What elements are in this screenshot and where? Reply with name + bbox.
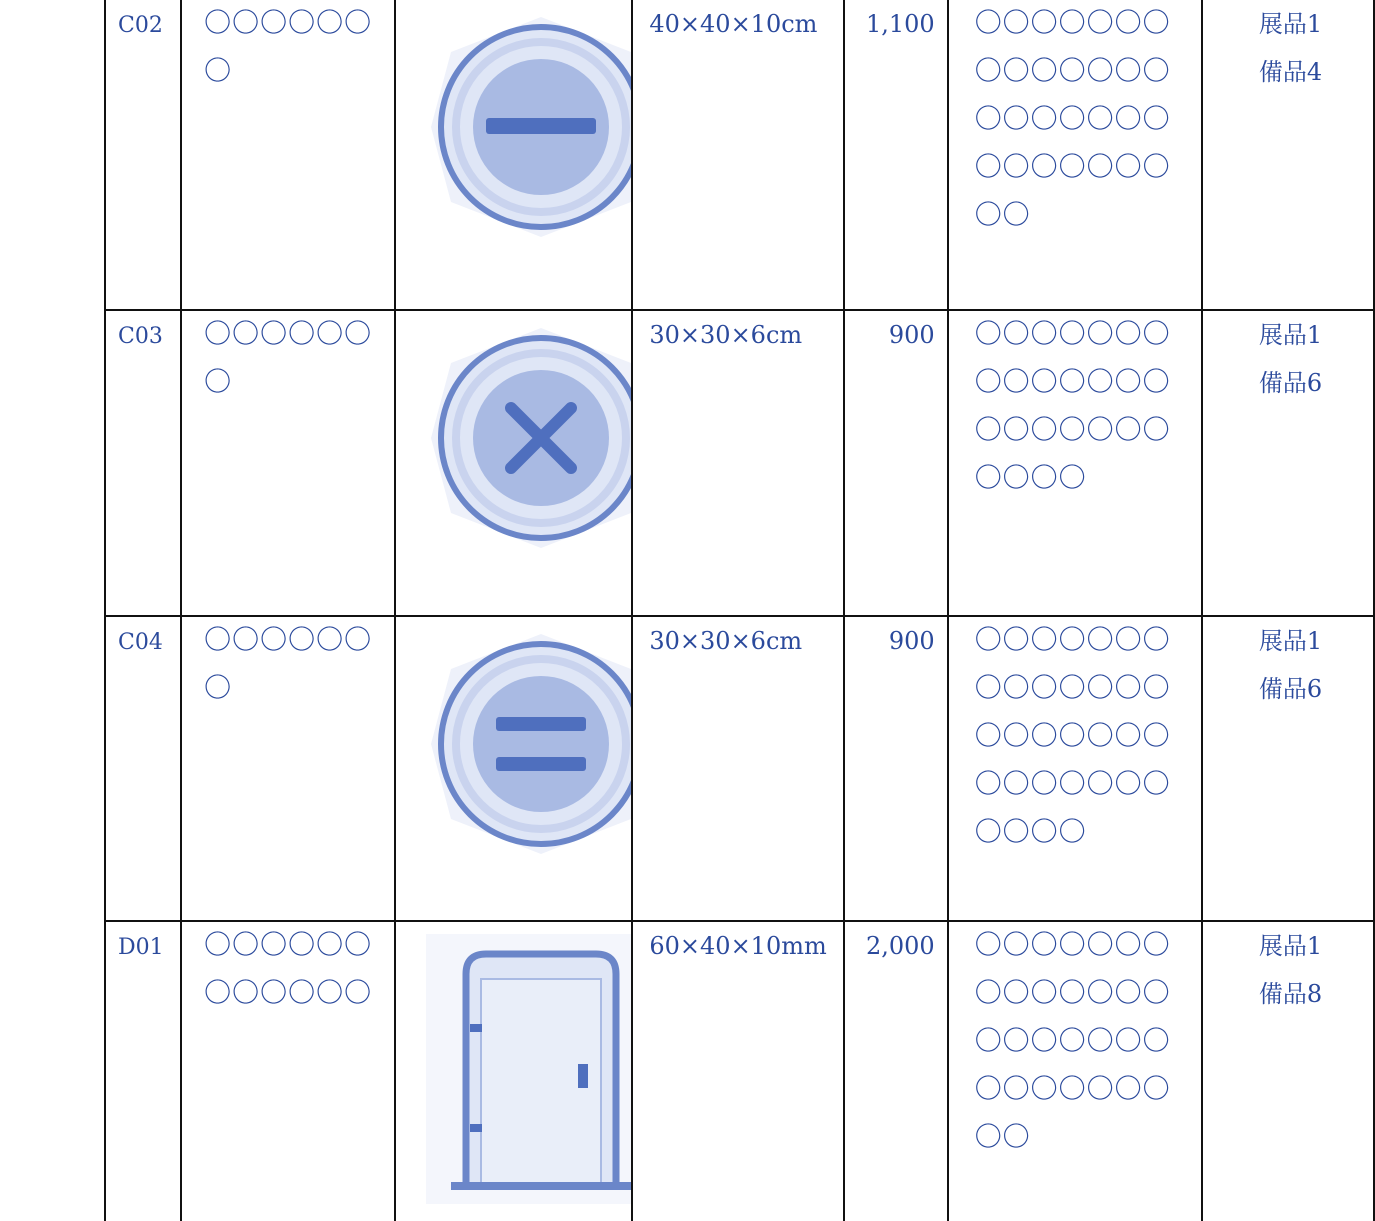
- item-code-cell: [105, 310, 181, 616]
- item-desc-cell: [948, 0, 1202, 310]
- item-qty-cell: [1202, 310, 1374, 616]
- item-desc-cell: [948, 921, 1202, 1221]
- sign-x-icon: [426, 323, 632, 553]
- item-code: C04: [118, 630, 163, 655]
- item-price-cell: [844, 921, 947, 1221]
- item-name: 〇〇〇〇〇〇〇〇〇〇〇〇: [204, 930, 373, 1009]
- item-image-cell: [395, 616, 632, 921]
- item-size: 40×40×10cm: [649, 10, 818, 38]
- item-code-cell: [105, 0, 181, 310]
- item-size-cell: [632, 921, 844, 1221]
- item-price: 2,000: [865, 932, 935, 960]
- sign-minus-icon: [426, 12, 632, 242]
- item-qty-cell: [1202, 0, 1374, 310]
- item-name-cell: [181, 921, 395, 1221]
- item-name: 〇〇〇〇〇〇〇: [204, 625, 373, 704]
- item-price: 900: [888, 627, 935, 655]
- item-price-cell: [844, 616, 947, 921]
- item-name-cell: [181, 0, 395, 310]
- item-code-cell: [105, 921, 181, 1221]
- item-size: 30×30×6cm: [649, 627, 803, 655]
- item-image-cell: [395, 921, 632, 1221]
- item-description: 〇〇〇〇〇〇〇〇〇〇〇〇〇〇〇〇〇〇〇〇〇〇〇〇〇〇〇〇〇〇: [974, 8, 1171, 231]
- door-icon: [426, 934, 632, 1204]
- item-size-cell: [632, 310, 844, 616]
- display-qty: 展品1: [1258, 932, 1323, 960]
- item-description: 〇〇〇〇〇〇〇〇〇〇〇〇〇〇〇〇〇〇〇〇〇〇〇〇〇〇〇〇〇〇〇〇: [974, 625, 1171, 848]
- item-desc-cell: [948, 310, 1202, 616]
- item-name: 〇〇〇〇〇〇〇: [204, 8, 373, 87]
- spare-qty: 備品6: [1258, 675, 1323, 703]
- item-image-cell: [395, 310, 632, 616]
- item-description: 〇〇〇〇〇〇〇〇〇〇〇〇〇〇〇〇〇〇〇〇〇〇〇〇〇〇〇〇〇〇: [974, 930, 1171, 1153]
- spare-qty: 備品8: [1258, 980, 1323, 1008]
- item-price-cell: [844, 0, 947, 310]
- item-image-cell: [395, 0, 632, 310]
- item-size: 60×40×10mm: [649, 932, 827, 960]
- spare-qty: 備品4: [1258, 58, 1323, 86]
- product-table: [104, 0, 1375, 1221]
- item-code: C02: [118, 13, 163, 38]
- display-qty: 展品1: [1258, 10, 1323, 38]
- table-row: [105, 310, 1374, 616]
- item-name: 〇〇〇〇〇〇〇: [204, 319, 373, 398]
- item-code-cell: [105, 616, 181, 921]
- table-row: [105, 616, 1374, 921]
- item-size-cell: [632, 0, 844, 310]
- item-name-cell: [181, 310, 395, 616]
- display-qty: 展品1: [1258, 627, 1323, 655]
- item-qty-cell: [1202, 921, 1374, 1221]
- table-row: [105, 921, 1374, 1221]
- item-code: C03: [118, 324, 163, 349]
- item-size-cell: [632, 616, 844, 921]
- item-name-cell: [181, 616, 395, 921]
- item-description: 〇〇〇〇〇〇〇〇〇〇〇〇〇〇〇〇〇〇〇〇〇〇〇〇〇: [974, 319, 1171, 494]
- item-size: 30×30×6cm: [649, 321, 803, 349]
- item-price-cell: [844, 310, 947, 616]
- item-code: D01: [118, 935, 164, 960]
- display-qty: 展品1: [1258, 321, 1323, 349]
- item-price: 1,100: [865, 10, 935, 38]
- spare-qty: 備品6: [1258, 369, 1323, 397]
- table-row: [105, 0, 1374, 310]
- item-price: 900: [888, 321, 935, 349]
- item-desc-cell: [948, 616, 1202, 921]
- item-qty-cell: [1202, 616, 1374, 921]
- sign-equals-icon: [426, 629, 632, 859]
